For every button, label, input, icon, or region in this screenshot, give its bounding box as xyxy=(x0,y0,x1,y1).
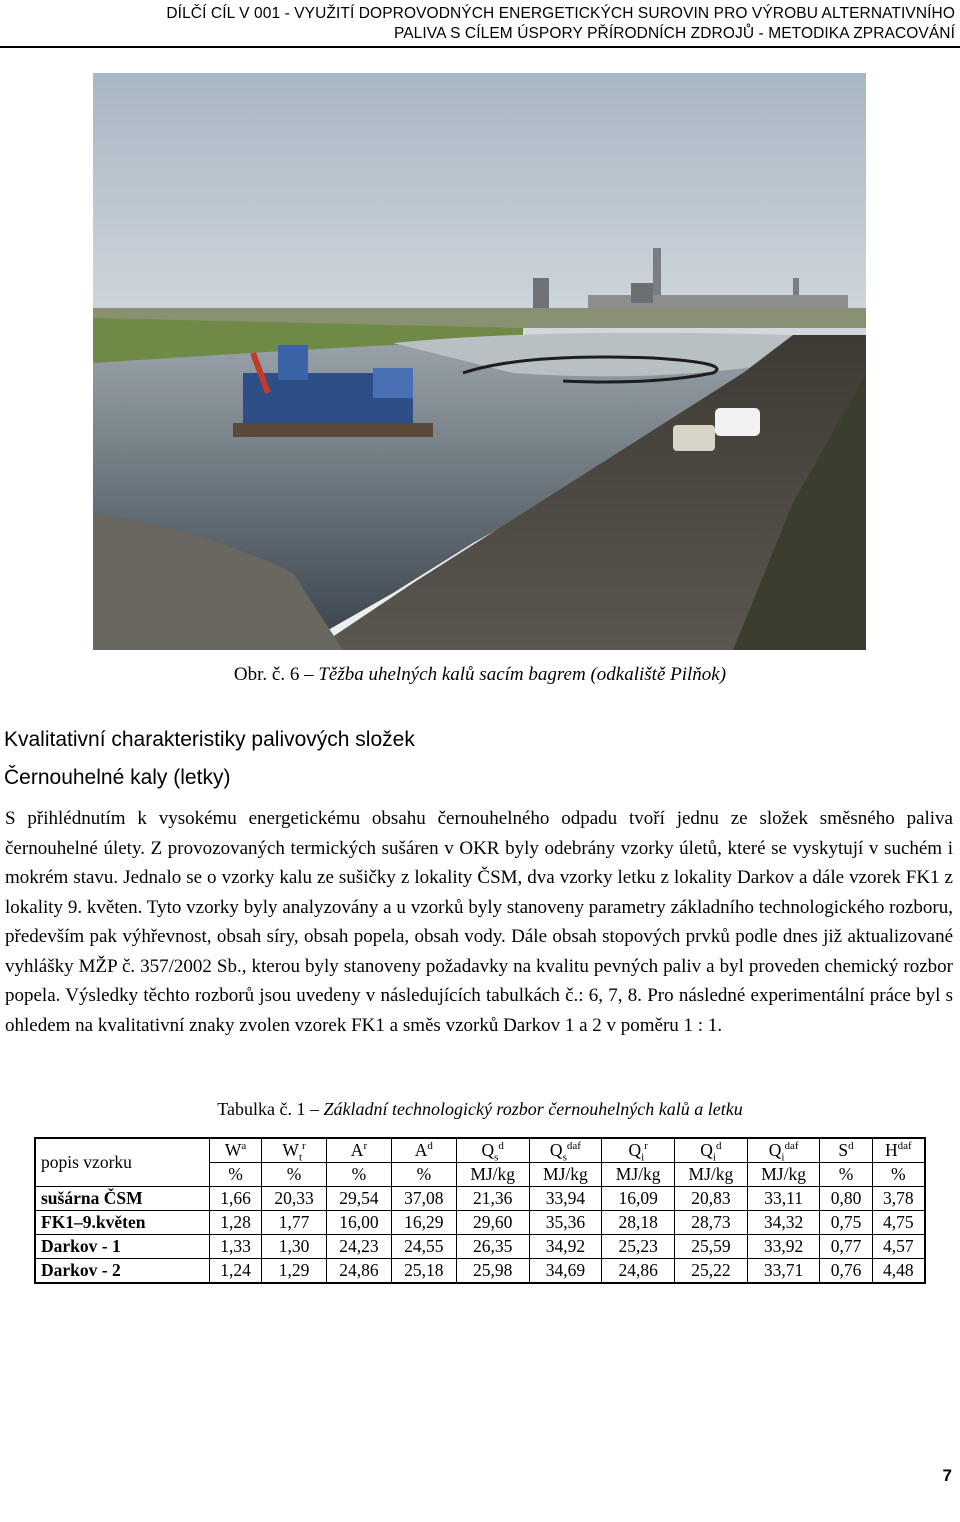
figure-label: Obr. č. 6 – xyxy=(233,664,319,685)
table-cell: 1,24 xyxy=(210,1259,262,1284)
column-header xyxy=(456,1138,529,1163)
table-row xyxy=(35,1211,925,1235)
table-cell: 1,33 xyxy=(210,1235,262,1259)
column-unit: MJ/kg xyxy=(602,1163,675,1187)
column-unit: MJ/kg xyxy=(747,1163,820,1187)
row-label: sušárna ČSM xyxy=(35,1187,210,1211)
table-cell: 28,73 xyxy=(675,1211,748,1235)
table-cell: 21,36 xyxy=(456,1187,529,1211)
column-subscript: s xyxy=(562,1151,567,1164)
table-cell: 24,86 xyxy=(602,1259,675,1284)
table-cell: 20,33 xyxy=(262,1187,327,1211)
table-cell: 34,32 xyxy=(747,1211,820,1235)
column-symbol: A xyxy=(350,1140,364,1160)
table-cell: 25,59 xyxy=(675,1235,748,1259)
column-header xyxy=(210,1138,262,1163)
table-cell: 25,23 xyxy=(602,1235,675,1259)
table-cell: 4,57 xyxy=(872,1235,925,1259)
column-header xyxy=(327,1138,392,1163)
table-cell: 1,30 xyxy=(262,1235,327,1259)
table-cell: 3,78 xyxy=(872,1187,925,1211)
table-cell: 0,77 xyxy=(820,1235,872,1259)
table-cell: 1,66 xyxy=(210,1187,262,1211)
table-cell: 24,23 xyxy=(327,1235,392,1259)
table-cell: 0,76 xyxy=(820,1259,872,1284)
table-cell: 33,92 xyxy=(747,1235,820,1259)
table-cell: 1,29 xyxy=(262,1259,327,1284)
column-superscript: daf xyxy=(784,1140,799,1153)
table-cell: 33,71 xyxy=(747,1259,820,1284)
table-cell: 37,08 xyxy=(391,1187,456,1211)
table-header-row xyxy=(35,1138,925,1163)
column-header xyxy=(872,1138,925,1163)
table-cell: 4,75 xyxy=(872,1211,925,1235)
table-cell: 29,60 xyxy=(456,1211,529,1235)
table-caption xyxy=(0,1099,960,1120)
table-cell: 25,98 xyxy=(456,1259,529,1284)
table-cell: 0,75 xyxy=(820,1211,872,1235)
column-superscript: r xyxy=(363,1140,368,1153)
table-cell: 1,28 xyxy=(210,1211,262,1235)
table-row xyxy=(35,1235,925,1259)
column-unit: % xyxy=(820,1163,872,1187)
table-cell: 24,55 xyxy=(391,1235,456,1259)
column-symbol: W xyxy=(224,1140,242,1160)
column-header xyxy=(675,1138,748,1163)
table-caption-label: Tabulka č. 1 – xyxy=(217,1099,324,1119)
body-paragraph: S přihlédnutím k vysokému energetickému obsahu černouhelného odpadu tvoří jednu ze složek směsného paliva černouhelné úlety. Z provozovaných termických sušáren v OKR byly odebrány vzorky úletů, které se vyskytují v suchém i mokrém stavu. Jednalo se o vzorky kalu ze sušičky z lokality ČSM, dva vzorky letku z lokality Darkov a dále vzorek FK1 z lokality 9. květen. Tyto vzorky byly analyzovány a u vzorků byly stanoveny parametry základního technologického rozboru, především pak výhřevnost, obsah síry, obsah popela, obsah vody. Dále obsah stopových prvků podle dnes již aktualizované vyhlášky MŽP č. 357/2002 Sb., kterou byly stanoveny požadavky na kvalitu pevných paliv a byl proveden chemický rozbor popela. Výsledky těchto rozborů jsou uvedeny v následujících tabulkách č.: 6, 7, 8. Pro následné experimentální práce byl s ohledem na kvalitativní znaky zvolen vzorek FK1 a směs vzorků Darkov 1 a 2 v poměru 1 : 1. xyxy=(5,808,953,1036)
column-header xyxy=(529,1138,602,1163)
header-line-1: DÍLČÍ CÍL V 001 - VYUŽITÍ DOPROVODNÝCH ENERGETICKÝCH SUROVIN PRO VÝROBU ALTERNATIVNÍHO xyxy=(166,5,955,22)
table-cell: 16,09 xyxy=(602,1187,675,1211)
column-subscript: s xyxy=(494,1151,499,1164)
table-row xyxy=(35,1187,925,1211)
row-header-label: popis vzorku xyxy=(35,1138,210,1187)
row-label: FK1–9.květen xyxy=(35,1211,210,1235)
column-unit: % xyxy=(872,1163,925,1187)
figure-caption xyxy=(0,664,960,686)
column-subscript: i xyxy=(781,1151,785,1164)
page-header xyxy=(0,4,955,44)
row-label: Darkov - 1 xyxy=(35,1235,210,1259)
table-cell: 35,36 xyxy=(529,1211,602,1235)
column-superscript: daf xyxy=(897,1140,912,1153)
column-unit: % xyxy=(391,1163,456,1187)
table-cell: 25,22 xyxy=(675,1259,748,1284)
column-unit: MJ/kg xyxy=(675,1163,748,1187)
column-superscript: r xyxy=(644,1140,648,1153)
column-header xyxy=(391,1138,456,1163)
page-number: 7 xyxy=(942,1466,952,1485)
table-cell: 34,69 xyxy=(529,1259,602,1284)
column-superscript: a xyxy=(241,1140,247,1153)
column-superscript: d xyxy=(848,1140,854,1153)
column-symbol: W xyxy=(282,1140,299,1160)
column-symbol: S xyxy=(838,1140,849,1160)
column-symbol: Q xyxy=(549,1140,563,1160)
table-cell: 25,18 xyxy=(391,1259,456,1284)
column-superscript: d xyxy=(427,1140,433,1153)
column-symbol: A xyxy=(414,1140,428,1160)
table-cell: 4,48 xyxy=(872,1259,925,1284)
table-cell: 34,92 xyxy=(529,1235,602,1259)
column-symbol: Q xyxy=(628,1140,642,1160)
column-unit: MJ/kg xyxy=(456,1163,529,1187)
column-symbol: Q xyxy=(481,1140,495,1160)
column-header xyxy=(820,1138,872,1163)
column-superscript: r xyxy=(302,1140,306,1153)
column-unit: % xyxy=(210,1163,262,1187)
column-header xyxy=(747,1138,820,1163)
column-subscript: i xyxy=(712,1151,716,1164)
table-cell: 28,18 xyxy=(602,1211,675,1235)
column-header xyxy=(602,1138,675,1163)
column-superscript: d xyxy=(715,1140,722,1153)
table-cell: 33,94 xyxy=(529,1187,602,1211)
table-row xyxy=(35,1259,925,1284)
column-unit: % xyxy=(262,1163,327,1187)
column-symbol: H xyxy=(884,1140,898,1160)
table-cell: 20,83 xyxy=(675,1187,748,1211)
table-cell: 0,80 xyxy=(820,1187,872,1211)
dredging-photo xyxy=(93,73,866,650)
figure-title: Těžba uhelných kalů sacím bagrem (odkaliště Pilňok) xyxy=(318,664,727,685)
column-symbol: Q xyxy=(700,1140,713,1160)
header-rule xyxy=(0,46,960,48)
section-subheading: Černouhelné kaly (letky) xyxy=(4,766,231,789)
analysis-table xyxy=(34,1137,926,1284)
table-caption-title: Základní technologický rozbor černouhelných kalů a letku xyxy=(323,1099,743,1119)
column-symbol: Q xyxy=(768,1140,782,1160)
column-unit: MJ/kg xyxy=(529,1163,602,1187)
table-cell: 24,86 xyxy=(327,1259,392,1284)
column-subscript: i xyxy=(641,1151,645,1164)
table-cell: 29,54 xyxy=(327,1187,392,1211)
table-cell: 1,77 xyxy=(262,1211,327,1235)
column-superscript: daf xyxy=(566,1140,581,1153)
table-cell: 33,11 xyxy=(747,1187,820,1211)
table-cell: 16,29 xyxy=(391,1211,456,1235)
column-superscript: d xyxy=(498,1140,504,1153)
section-heading: Kvalitativní charakteristiky palivových složek xyxy=(4,728,415,751)
column-subscript: t xyxy=(298,1151,302,1164)
column-unit: % xyxy=(327,1163,392,1187)
table-cell: 16,00 xyxy=(327,1211,392,1235)
row-label: Darkov - 2 xyxy=(35,1259,210,1284)
column-header xyxy=(262,1138,327,1163)
header-line-2: PALIVA S CÍLEM ÚSPORY PŘÍRODNÍCH ZDROJŮ - METODIKA ZPRACOVÁNÍ xyxy=(393,25,955,42)
table-cell: 26,35 xyxy=(456,1235,529,1259)
